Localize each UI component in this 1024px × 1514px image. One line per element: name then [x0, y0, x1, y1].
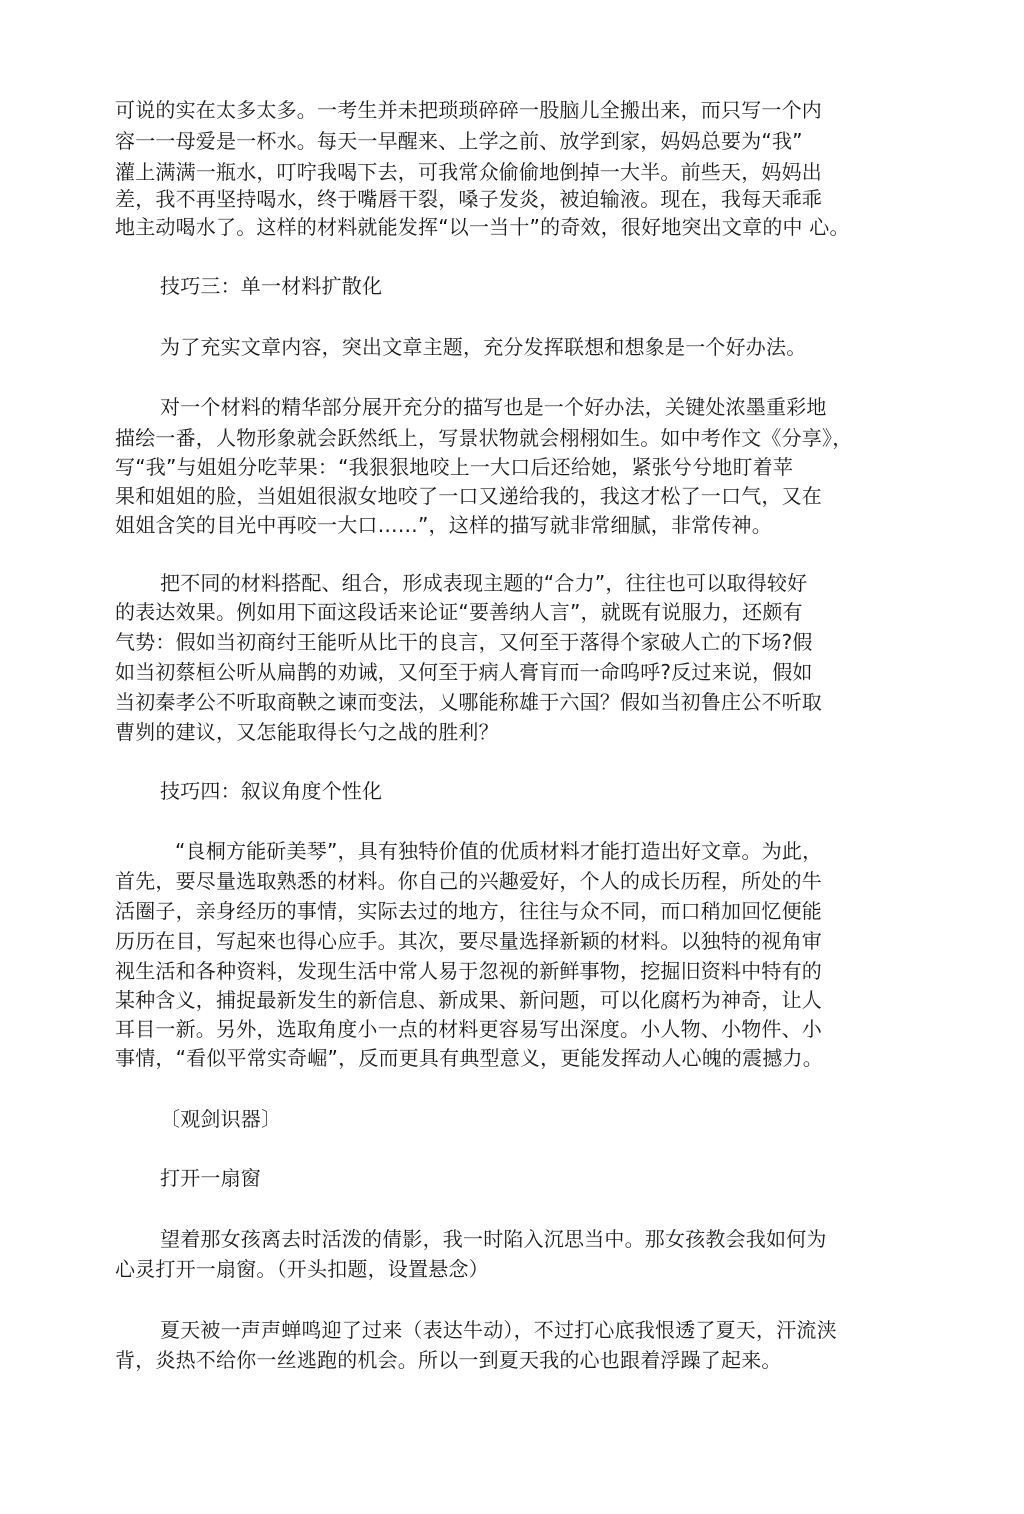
text-line: 可说的实在太多太多。一考生并未把琐琐碎碎一股脑儿全搬出来，而只写一个内 — [115, 98, 822, 122]
text-line: 气势：假如当初商纣王能听从比干的良言，又何至于落得个家破人亡的下场?假 — [115, 630, 813, 654]
text-line: 把不同的材料搭配、组合，形成表现主题的“合力”，往往也可以取得较好 — [160, 571, 808, 595]
text-line: 夏天被一声声蝉鸣迎了过来（表达牛动），不过打心底我恨透了夏天，汗流浃 — [160, 1318, 837, 1342]
text-line: 地主动喝水了。这样的材料就能发挥“以一当十”的奇效，很好地突出文章的中 心。 — [115, 215, 850, 239]
text-line: 的表达效果。例如用下面这段话来论证“要善纳人言”，就既有说服力，还颇有 — [115, 600, 803, 624]
essay-title: 打开一扇窗 — [160, 1166, 261, 1190]
text-line: 当初秦孝公不听取商鞅之谏而变法，乂哪能称雄于六国？假如当初鲁庄公不听取 — [115, 690, 822, 714]
text-line: 活圈子，亲身经历的事情，实际去过的地方，往往与众不同，而口稍加回忆便能 — [115, 899, 822, 923]
section-heading: 技巧三：单一材料扩散化 — [160, 274, 383, 298]
section-heading: 技巧四：叙议角度个性化 — [160, 779, 383, 803]
text-line: 曹刿的建议，又怎能取得长勺之战的胜利？ — [115, 720, 499, 744]
text-line: 某种含义，捕捉最新发生的新信息、新成果、新问题，可以化腐朽为神奇，让人 — [115, 988, 822, 1012]
text-line: 如当初蔡桓公听从扁鹊的劝诫，又何至于病人膏肓而一命呜呼?反过来说，假如 — [115, 660, 813, 684]
text-line: 望着那女孩离去时活泼的倩影，我一时陷入沉思当中。那女孩教会我如何为 — [160, 1227, 827, 1251]
text-line: 首先，要尽量选取熟悉的材料。你自己的兴趣爱好，个人的成长历程，所处的牛 — [115, 869, 822, 893]
text-line: 背，炎热不给你一丝逃跑的机会。所以一到夏天我的心也跟着浮躁了起来。 — [115, 1348, 782, 1372]
text-line: 差，我不再坚持喝水，终于嘴唇干裂，嗓子发炎，被迫输液。现在，我每天乖乖 — [115, 187, 822, 211]
text-line: 对一个材料的精华部分展开充分的描写也是一个好办法，关键处浓墨重彩地 — [160, 395, 827, 419]
text-line: 姐姐含笑的目光中再咬一大口……”，这样的描写就非常细腻，非常传神。 — [115, 513, 772, 537]
text-line: 果和姐姐的脸，当姐姐很淑女地咬了一口又递给我的，我这才松了一口气，又在 — [115, 484, 822, 508]
section-heading: 〔观剑识器〕 — [160, 1107, 282, 1131]
text-line: “良桐方能斫美琴”，具有独特价值的优质材料才能打造出好文章。为此， — [175, 839, 823, 863]
text-line: 容一一母爱是一杯水。每天一早醒来、上学之前、放学到家，妈妈总要为“我” — [115, 129, 803, 153]
text-line: 耳目一新。另外，选取角度小一点的材料更容易写出深度。小人物、小物件、小 — [115, 1017, 822, 1041]
text-line: 为了充实文章内容，突出文章主题，充分发挥联想和想象是一个好办法。 — [160, 335, 807, 359]
text-line: 描绘一番，人物形象就会跃然纸上，写景状物就会栩栩如生。如中考作文《分享》， — [115, 426, 853, 450]
text-line: 事情，“看似平常实奇崛”，反而更具有典型意义，更能发挥动人心魄的震撼力。 — [115, 1046, 823, 1070]
text-line: 心灵打开一扇窗。（开头扣题，设置悬念） — [115, 1257, 489, 1281]
text-line: 历历在目，写起來也得心应手。其次，要尽量选择新颖的材料。以独特的视角审 — [115, 929, 822, 953]
text-line: 写“我”与姐姐分吃苹果：“我狠狠地咬上一大口后还给她，紧张兮兮地盯着苹 — [115, 455, 794, 479]
text-line: 灌上满满一瓶水，叮咛我喝下去，可我常众偷偷地倒掉一大半。前些天，妈妈出 — [115, 160, 822, 184]
text-line: 视生活和各种资料，发现生活中常人易于忽视的新鲜事物，挖掘旧资料中特有的 — [115, 959, 822, 983]
